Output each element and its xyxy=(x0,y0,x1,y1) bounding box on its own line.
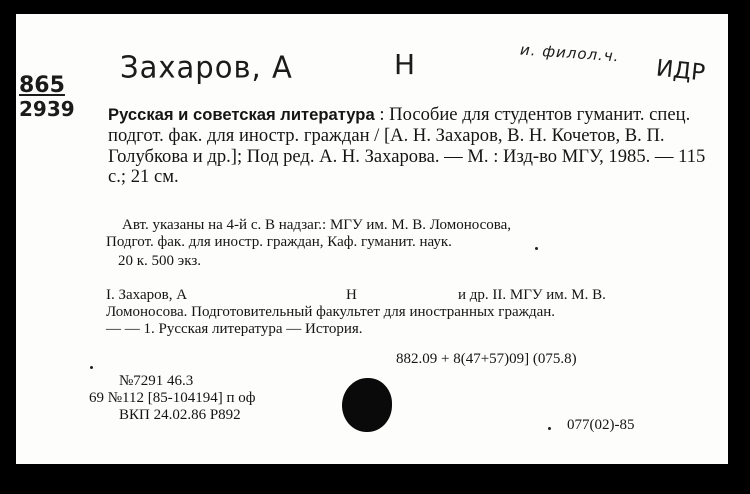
call-number-bottom: 2939 xyxy=(19,97,75,121)
handwritten-note-2: ИДР xyxy=(654,55,707,87)
entry-body: : Пособие для студентов гуманит. спец. подгот. фак. для иностр. граждан / [А. Н. Захаров, В. Н. Кочетов, В. П. Голубкова и др.]; Под ред. А. Н. Захарова. — М. : Изд-во МГУ, 1985. — 115 с.; 21 см. xyxy=(108,104,706,188)
handwritten-note: и. филол.ч. xyxy=(519,40,621,66)
record-number: №7291 46.3 xyxy=(119,373,194,389)
call-number-top: 865 xyxy=(19,73,65,98)
note-line-1: Авт. указаны на 4-й с. В надзаг.: МГУ им. М. В. Ломоносова, xyxy=(122,217,512,233)
tracing-author: I. Захаров, А xyxy=(106,287,188,303)
card-stamp: 077(02)-85 xyxy=(567,417,635,433)
tracing-line-1 xyxy=(106,286,606,304)
speck xyxy=(535,247,538,250)
speck xyxy=(548,427,551,430)
classification-index: 882.09 + 8(47+57)09] (075.8) xyxy=(396,351,577,367)
tracing-initial: Н xyxy=(346,287,357,303)
handwritten-initial: Н xyxy=(394,48,416,81)
handwritten-author: Захаров, А xyxy=(120,49,293,85)
bibliographic-entry xyxy=(108,105,718,188)
note-line-2: Подгот. фак. для иностр. граждан, Каф. гуманит. наук. xyxy=(106,234,452,250)
order-line: 69 №112 [85-104194] п оф xyxy=(89,390,256,406)
tracing-line-2: Ломоносова. Подготовительный факультет для иностранных граждан. xyxy=(106,304,556,320)
ink-blot xyxy=(342,378,392,432)
speck xyxy=(90,366,93,369)
catalog-card xyxy=(16,14,728,464)
vkp-line: ВКП 24.02.86 Р892 xyxy=(119,407,241,423)
tracing-line-3: — — 1. Русская литература — История. xyxy=(106,321,363,337)
tracing-others: и др. II. МГУ им. М. В. xyxy=(458,287,606,303)
entry-title: Русская и советская литература xyxy=(108,105,375,124)
price-print-run: 20 к. 500 экз. xyxy=(118,253,201,269)
